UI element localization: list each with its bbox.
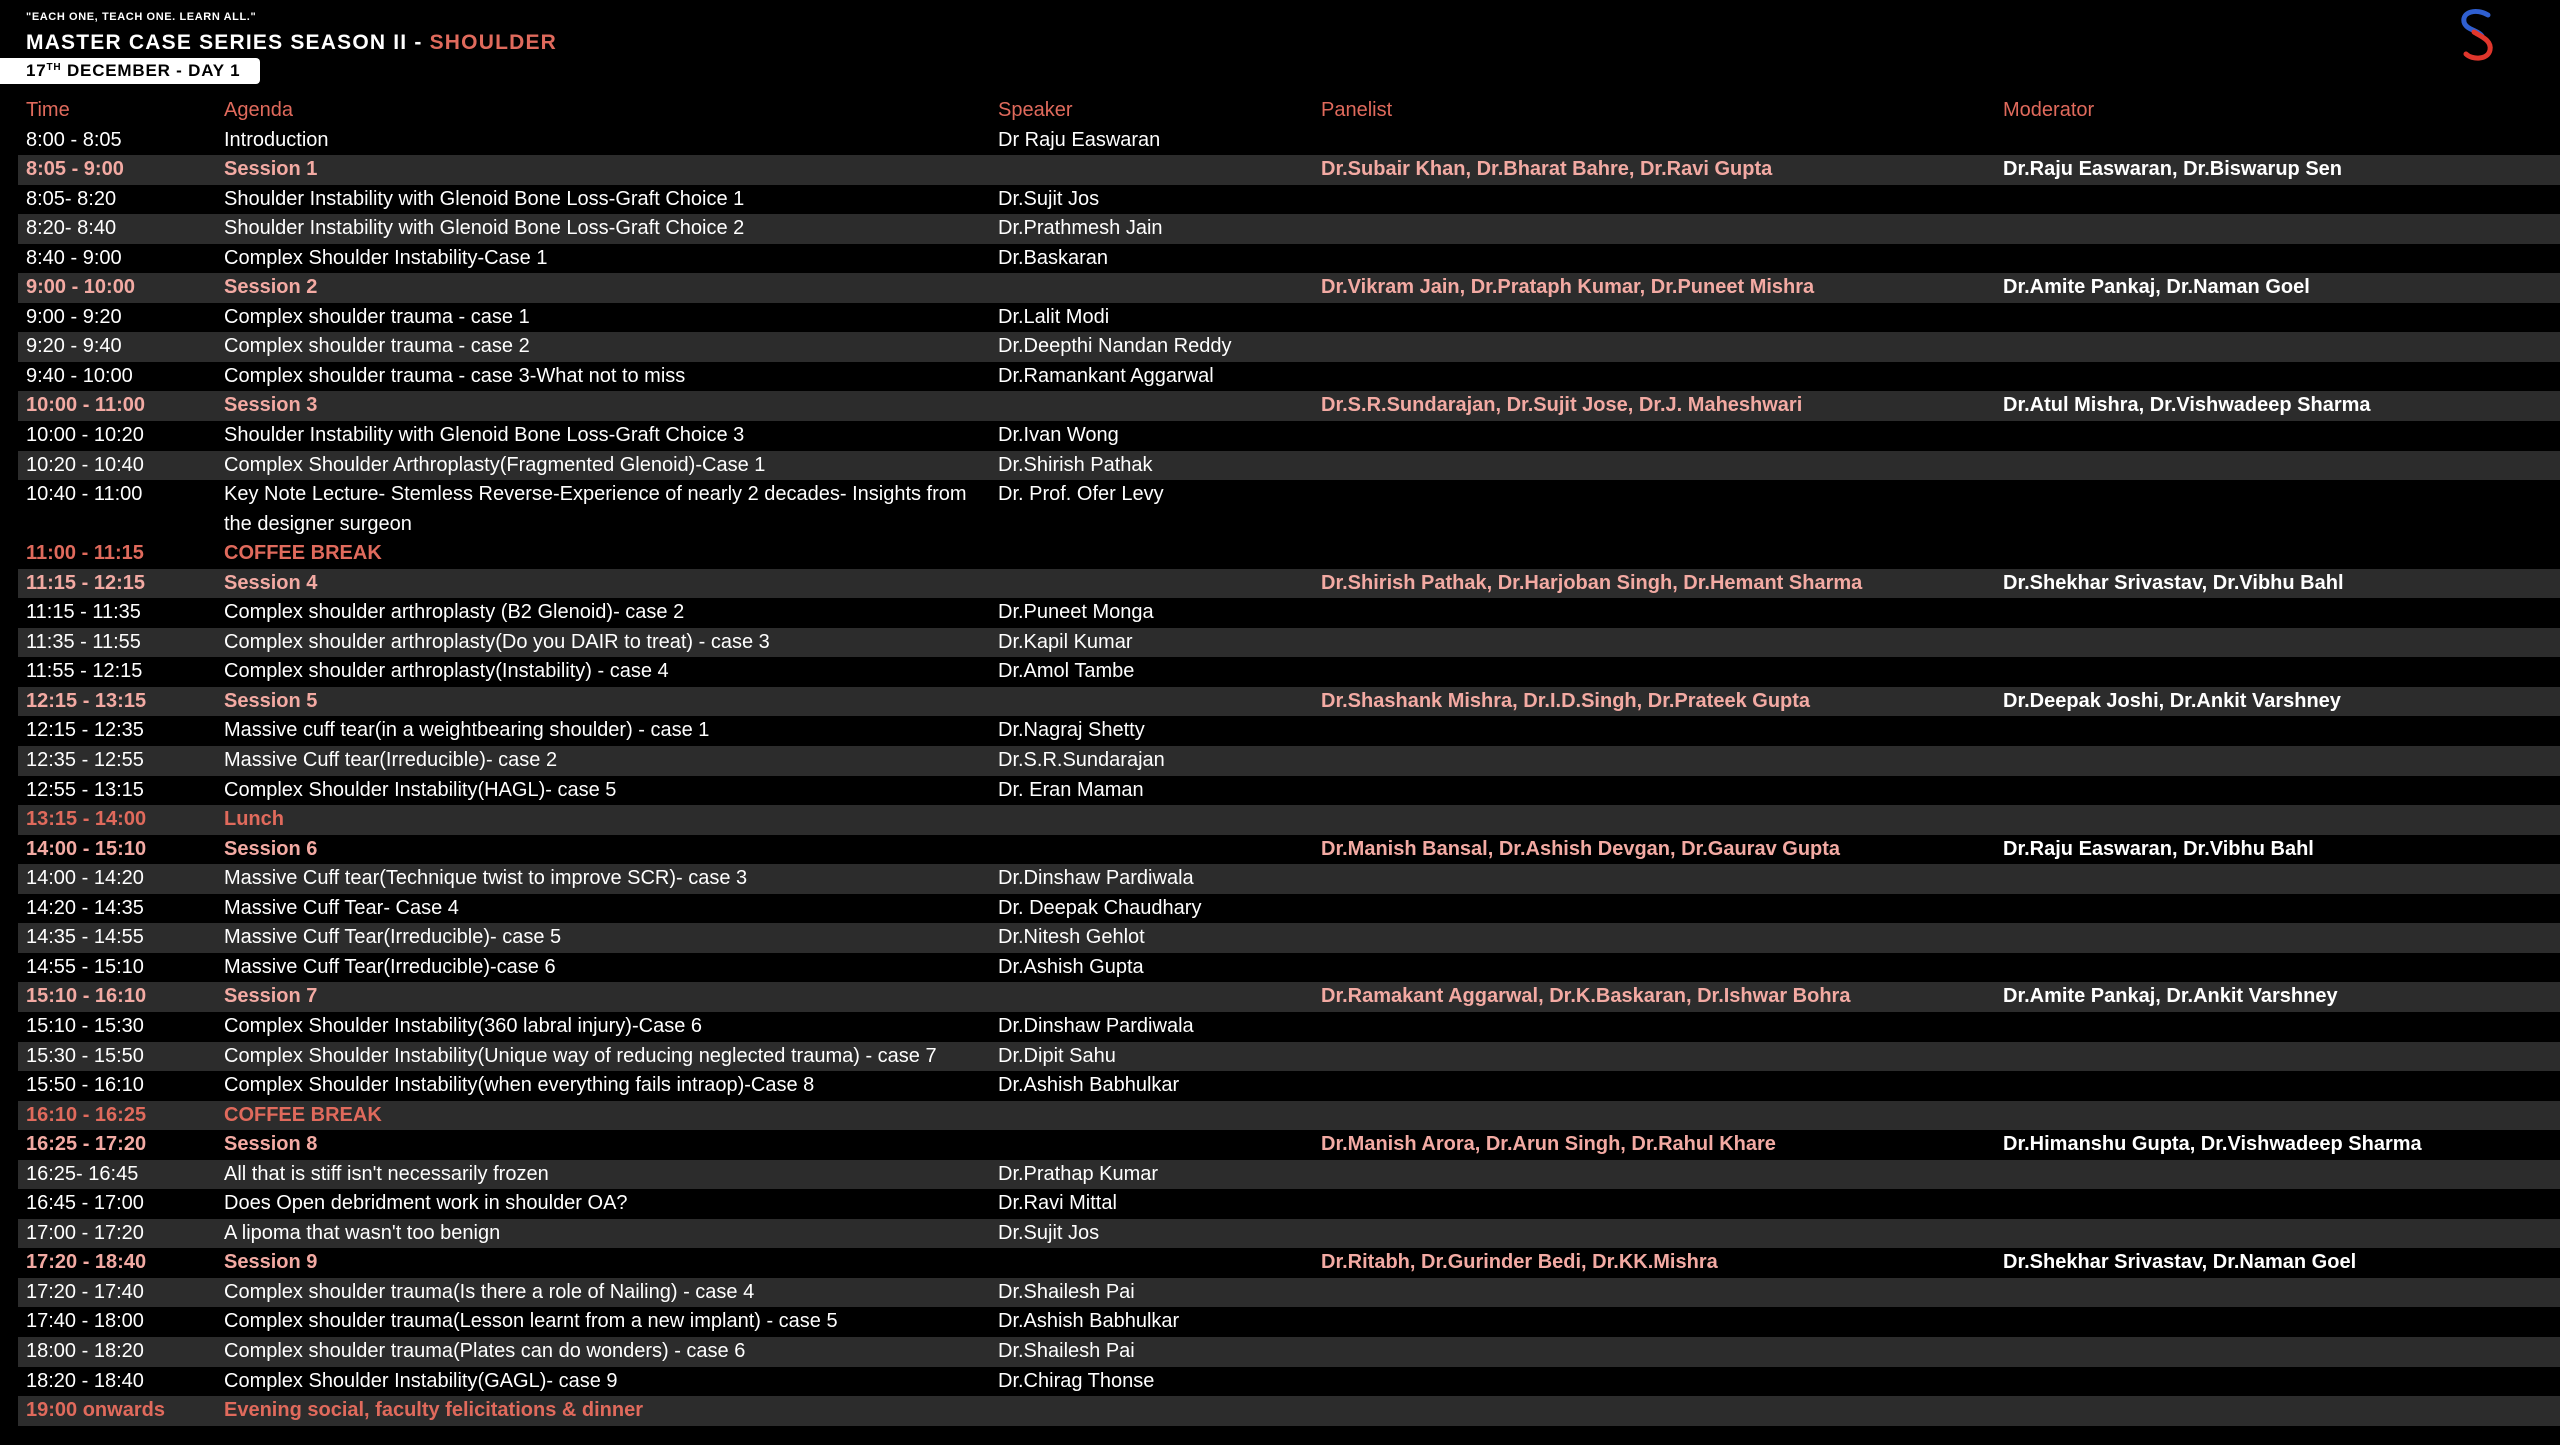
cell-speaker: Dr.Nagraj Shetty <box>998 719 1145 742</box>
cell-time: 17:40 - 18:00 <box>26 1310 144 1333</box>
cell-moderator: Dr.Himanshu Gupta, Dr.Vishwadeep Sharma <box>2003 1133 2422 1156</box>
cell-moderator: Dr.Raju Easwaran, Dr.Vibhu Bahl <box>2003 837 2314 860</box>
cell-time: 16:10 - 16:25 <box>26 1103 147 1126</box>
cell-time: 9:40 - 10:00 <box>26 364 133 387</box>
cell-agenda: Complex shoulder trauma(Plates can do wonders) - case 6 <box>224 1339 746 1362</box>
cell-time: 8:40 - 9:00 <box>26 246 122 269</box>
cell-agenda: Massive Cuff Tear(Irreducible)-case 6 <box>224 955 556 978</box>
cell-agenda: Session 5 <box>224 689 318 712</box>
cell-time: 16:25 - 17:20 <box>26 1133 147 1156</box>
table-row <box>18 1160 2560 1190</box>
cell-speaker: Dr.Ashish Gupta <box>998 955 1144 978</box>
cell-agenda: Massive Cuff Tear- Case 4 <box>224 896 459 919</box>
cell-time: 14:20 - 14:35 <box>26 896 144 919</box>
session-row <box>18 391 2560 421</box>
cell-time: 18:20 - 18:40 <box>26 1369 144 1392</box>
cell-moderator: Dr.Amite Pankaj, Dr.Ankit Varshney <box>2003 985 2338 1008</box>
cell-speaker: Dr Raju Easwaran <box>998 128 1161 151</box>
cell-time: 8:05 - 9:00 <box>26 158 124 181</box>
cell-speaker: Dr.Kapil Kumar <box>998 630 1133 653</box>
cell-agenda: COFFEE BREAK <box>224 1103 382 1126</box>
cell-agenda: Complex Shoulder Instability-Case 1 <box>224 246 548 269</box>
date-badge <box>0 58 260 84</box>
cell-speaker: Dr.Puneet Monga <box>998 601 1154 624</box>
cell-agenda: A lipoma that wasn't too benign <box>224 1221 501 1244</box>
cell-speaker: Dr.Dipit Sahu <box>998 1044 1116 1067</box>
cell-moderator: Dr.Amite Pankaj, Dr.Naman Goel <box>2003 276 2310 299</box>
cell-time: 14:35 - 14:55 <box>26 926 144 949</box>
table-row <box>18 214 2560 244</box>
cell-time: 11:00 - 11:15 <box>26 542 144 565</box>
cell-time: 18:00 - 18:20 <box>26 1339 144 1362</box>
cell-time: 11:55 - 12:15 <box>26 660 143 683</box>
cell-agenda: Session 7 <box>224 985 318 1008</box>
cell-speaker: Dr.Nitesh Gehlot <box>998 926 1145 949</box>
cell-time: 11:15 - 11:35 <box>26 601 141 624</box>
cell-agenda: Complex shoulder trauma - case 2 <box>224 335 530 358</box>
break-row <box>18 805 2560 835</box>
table-row <box>18 1367 2560 1397</box>
cell-time: 11:15 - 12:15 <box>26 571 145 594</box>
column-header-speaker: Speaker <box>998 99 1073 121</box>
cell-speaker: Dr. Prof. Ofer Levy <box>998 483 1164 506</box>
table-row <box>18 1307 2560 1337</box>
cell-agenda: Massive cuff tear(in a weightbearing shoulder) - case 1 <box>224 719 710 742</box>
cell-agenda: Shoulder Instability with Glenoid Bone Loss-Graft Choice 2 <box>224 217 745 240</box>
cell-time: 10:40 - 11:00 <box>26 483 143 506</box>
cell-moderator: Dr.Raju Easwaran, Dr.Biswarup Sen <box>2003 158 2343 181</box>
cell-agenda: Session 1 <box>224 158 318 181</box>
cell-speaker: Dr.Ashish Babhulkar <box>998 1310 1180 1333</box>
cell-agenda: Shoulder Instability with Glenoid Bone Loss-Graft Choice 3 <box>224 424 745 447</box>
cell-time: 10:00 - 10:20 <box>26 424 144 447</box>
cell-time: 15:30 - 15:50 <box>26 1044 144 1067</box>
table-row <box>18 657 2560 687</box>
cell-panelist: Dr.Vikram Jain, Dr.Prataph Kumar, Dr.Puneet Mishra <box>1321 276 1815 299</box>
cell-agenda: Massive Cuff tear(Irreducible)- case 2 <box>224 749 558 772</box>
title-accent: SHOULDER <box>429 31 558 54</box>
cell-agenda: Complex shoulder trauma(Is there a role of Nailing) - case 4 <box>224 1280 755 1303</box>
cell-time: 19:00 onwards <box>26 1399 165 1422</box>
cell-time: 14:55 - 15:10 <box>26 955 144 978</box>
cell-time: 14:00 - 14:20 <box>26 867 144 890</box>
cell-agenda: Complex Shoulder Instability(360 labral injury)-Case 6 <box>224 1014 702 1037</box>
break-row <box>18 1101 2560 1131</box>
cell-time: 12:35 - 12:55 <box>26 749 144 772</box>
cell-speaker: Dr.Sujit Jos <box>998 1221 1100 1244</box>
cell-time: 9:00 - 10:00 <box>26 276 135 299</box>
table-row <box>18 776 2560 806</box>
table-row <box>18 451 2560 481</box>
cell-panelist: Dr.Shashank Mishra, Dr.I.D.Singh, Dr.Prateek Gupta <box>1321 689 1811 712</box>
table-row <box>18 1337 2560 1367</box>
cell-time: 8:05- 8:20 <box>26 187 117 210</box>
cell-speaker: Dr.Prathmesh Jain <box>998 217 1163 240</box>
table-row <box>18 628 2560 658</box>
table-row <box>18 244 2560 274</box>
cell-agenda: Does Open debridment work in shoulder OA? <box>224 1192 628 1215</box>
session-row <box>18 687 2560 717</box>
cell-speaker: Dr.Deepthi Nandan Reddy <box>998 335 1232 358</box>
column-header-time: Time <box>26 99 70 121</box>
cell-agenda: Introduction <box>224 128 329 151</box>
cell-panelist: Dr.Ritabh, Dr.Gurinder Bedi, Dr.KK.Mishra <box>1321 1251 1718 1274</box>
cell-moderator: Dr.Deepak Joshi, Dr.Ankit Varshney <box>2003 689 2341 712</box>
table-row <box>18 716 2560 746</box>
cell-agenda: Complex Shoulder Arthroplasty(Fragmented Glenoid)-Case 1 <box>224 453 766 476</box>
cell-agenda: Complex Shoulder Instability(GAGL)- case 9 <box>224 1369 618 1392</box>
cell-agenda: Shoulder Instability with Glenoid Bone Loss-Graft Choice 1 <box>224 187 745 210</box>
table-row <box>18 480 2560 539</box>
cell-speaker: Dr.Ivan Wong <box>998 424 1119 447</box>
cell-time: 15:10 - 15:30 <box>26 1014 144 1037</box>
table-row <box>18 1012 2560 1042</box>
table-row <box>18 303 2560 333</box>
cell-time: 8:00 - 8:05 <box>26 128 122 151</box>
column-header-agenda: Agenda <box>224 99 293 121</box>
cell-moderator: Dr.Atul Mishra, Dr.Vishwadeep Sharma <box>2003 394 2371 417</box>
table-row <box>18 1219 2560 1249</box>
cell-agenda: Complex Shoulder Instability(Unique way of reducing neglected trauma) - case 7 <box>224 1044 937 1067</box>
session-row <box>18 1248 2560 1278</box>
cell-moderator: Dr.Shekhar Srivastav, Dr.Naman Goel <box>2003 1251 2357 1274</box>
table-row <box>18 421 2560 451</box>
table-row <box>18 1189 2560 1219</box>
cell-time: 10:00 - 11:00 <box>26 394 145 417</box>
cell-time: 12:15 - 13:15 <box>26 689 147 712</box>
table-row <box>18 746 2560 776</box>
cell-agenda: Session 8 <box>224 1133 318 1156</box>
cell-speaker: Dr.Chirag Thonse <box>998 1369 1155 1392</box>
break-row <box>18 539 2560 569</box>
cell-speaker: Dr.Ashish Babhulkar <box>998 1074 1180 1097</box>
cell-agenda: Key Note Lecture- Stemless Reverse-Experience of nearly 2 decades- Insights from the designer surgeon <box>224 483 967 535</box>
cell-agenda: Complex Shoulder Instability(HAGL)- case 5 <box>224 778 617 801</box>
cell-panelist: Dr.Manish Arora, Dr.Arun Singh, Dr.Rahul Khare <box>1321 1133 1776 1156</box>
cell-speaker: Dr.Shailesh Pai <box>998 1339 1135 1362</box>
cell-agenda: Session 3 <box>224 394 318 417</box>
cell-agenda: Complex shoulder trauma - case 3-What not to miss <box>224 364 686 387</box>
session-row <box>18 1130 2560 1160</box>
cell-agenda: Complex shoulder arthroplasty(Instability) - case 4 <box>224 660 669 683</box>
page-title <box>26 30 557 56</box>
cell-agenda: Complex Shoulder Instability(when everything fails intraop)-Case 8 <box>224 1074 815 1097</box>
cell-agenda: Session 6 <box>224 837 318 860</box>
cell-agenda: Session 2 <box>224 276 318 299</box>
table-row <box>18 1278 2560 1308</box>
table-row <box>18 953 2560 983</box>
cell-speaker: Dr.Dinshaw Pardiwala <box>998 867 1194 890</box>
cell-time: 9:00 - 9:20 <box>26 305 122 328</box>
table-row <box>18 332 2560 362</box>
date-day: 17 <box>26 61 47 80</box>
table-row <box>18 598 2560 628</box>
cell-panelist: Dr.Shirish Pathak, Dr.Harjoban Singh, Dr.Hemant Sharma <box>1321 571 1863 594</box>
cell-agenda: Complex shoulder trauma - case 1 <box>224 305 530 328</box>
cell-speaker: Dr.S.R.Sundarajan <box>998 749 1165 772</box>
table-row <box>18 362 2560 392</box>
cell-agenda: Massive Cuff Tear(Irreducible)- case 5 <box>224 926 562 949</box>
table-row <box>18 1042 2560 1072</box>
cell-time: 16:45 - 17:00 <box>26 1192 144 1215</box>
cell-agenda: All that is stiff isn't necessarily frozen <box>224 1162 549 1185</box>
cell-time: 15:50 - 16:10 <box>26 1074 144 1097</box>
cell-time: 9:20 - 9:40 <box>26 335 122 358</box>
table-row <box>18 126 2560 156</box>
session-row <box>18 569 2560 599</box>
cell-agenda: Complex shoulder arthroplasty(Do you DAIR to treat) - case 3 <box>224 630 770 653</box>
cell-time: 14:00 - 15:10 <box>26 837 147 860</box>
date-suffix: TH <box>46 62 62 73</box>
cell-speaker: Dr.Dinshaw Pardiwala <box>998 1014 1194 1037</box>
cell-speaker: Dr.Shailesh Pai <box>998 1280 1135 1303</box>
cell-agenda: Session 9 <box>224 1251 318 1274</box>
cell-time: 11:35 - 11:55 <box>26 630 141 653</box>
table-row <box>18 864 2560 894</box>
cell-agenda: Evening social, faculty felicitations & dinner <box>224 1399 643 1422</box>
column-header-moderator: Moderator <box>2003 99 2095 121</box>
brand-s-logo-icon <box>2454 6 2502 64</box>
column-header-panelist: Panelist <box>1321 99 1393 121</box>
table-row <box>18 185 2560 215</box>
break-row <box>18 1396 2560 1426</box>
cell-panelist: Dr.Ramakant Aggarwal, Dr.K.Baskaran, Dr.Ishwar Bohra <box>1321 985 1851 1008</box>
cell-time: 13:15 - 14:00 <box>26 808 147 831</box>
cell-speaker: Dr.Prathap Kumar <box>998 1162 1159 1185</box>
table-header-row <box>18 96 2560 126</box>
cell-speaker: Dr.Lalit Modi <box>998 305 1110 328</box>
cell-agenda: Complex shoulder arthroplasty (B2 Glenoid)- case 2 <box>224 601 685 624</box>
session-row <box>18 982 2560 1012</box>
cell-time: 12:55 - 13:15 <box>26 778 144 801</box>
cell-speaker: Dr.Amol Tambe <box>998 660 1135 683</box>
cell-speaker: Dr.Shirish Pathak <box>998 453 1153 476</box>
table-row <box>18 1071 2560 1101</box>
session-row <box>18 273 2560 303</box>
page-header <box>26 10 557 56</box>
table-row <box>18 923 2560 953</box>
session-row <box>18 835 2560 865</box>
cell-agenda: Session 4 <box>224 571 318 594</box>
cell-time: 16:25- 16:45 <box>26 1162 139 1185</box>
tagline: "EACH ONE, TEACH ONE. LEARN ALL." <box>26 11 257 23</box>
cell-speaker: Dr.Sujit Jos <box>998 187 1100 210</box>
cell-time: 15:10 - 16:10 <box>26 985 147 1008</box>
table-row <box>18 894 2560 924</box>
cell-speaker: Dr. Eran Maman <box>998 778 1144 801</box>
date-rest: DECEMBER - DAY 1 <box>61 61 241 80</box>
cell-time: 8:20- 8:40 <box>26 217 117 240</box>
cell-speaker: Dr.Baskaran <box>998 246 1109 269</box>
cell-panelist: Dr.Manish Bansal, Dr.Ashish Devgan, Dr.Gaurav Gupta <box>1321 837 1841 860</box>
cell-speaker: Dr.Ramankant Aggarwal <box>998 364 1214 387</box>
cell-panelist: Dr.Subair Khan, Dr.Bharat Bahre, Dr.Ravi Gupta <box>1321 158 1773 181</box>
cell-time: 17:20 - 18:40 <box>26 1251 147 1274</box>
cell-time: 10:20 - 10:40 <box>26 453 144 476</box>
cell-agenda: COFFEE BREAK <box>224 542 382 565</box>
cell-time: 17:20 - 17:40 <box>26 1280 144 1303</box>
cell-agenda: Massive Cuff tear(Technique twist to improve SCR)- case 3 <box>224 867 748 890</box>
cell-speaker: Dr.Ravi Mittal <box>998 1192 1117 1215</box>
cell-agenda: Lunch <box>224 808 284 831</box>
cell-moderator: Dr.Shekhar Srivastav, Dr.Vibhu Bahl <box>2003 571 2344 594</box>
cell-agenda: Complex shoulder trauma(Lesson learnt from a new implant) - case 5 <box>224 1310 838 1333</box>
cell-time: 17:00 - 17:20 <box>26 1221 144 1244</box>
schedule-table <box>18 96 2560 1426</box>
cell-speaker: Dr. Deepak Chaudhary <box>998 896 1202 919</box>
session-row <box>18 155 2560 185</box>
cell-panelist: Dr.S.R.Sundarajan, Dr.Sujit Jose, Dr.J. Maheshwari <box>1321 394 1803 417</box>
title-main: MASTER CASE SERIES SEASON II - <box>26 31 430 54</box>
cell-time: 12:15 - 12:35 <box>26 719 144 742</box>
